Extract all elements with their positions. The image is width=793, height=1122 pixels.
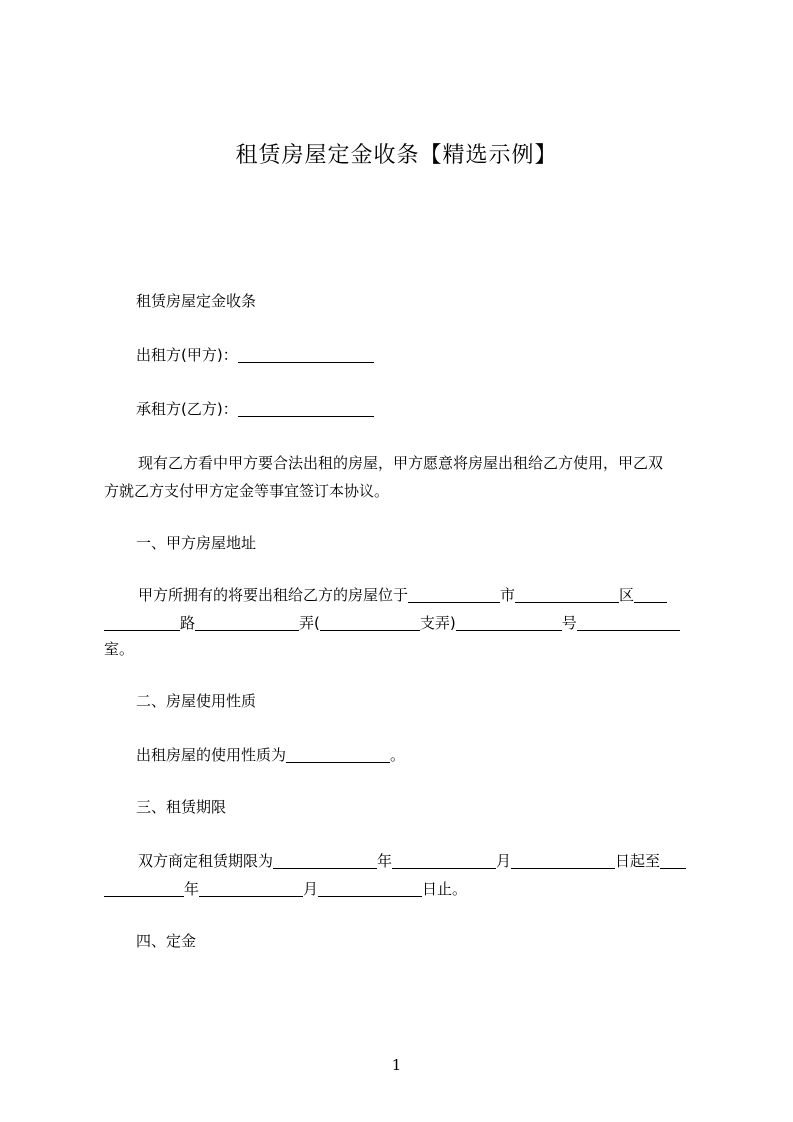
end-month-label: 月	[303, 880, 319, 898]
usage-line	[136, 744, 405, 766]
section-2-title: 二、房屋使用性质	[136, 692, 257, 710]
start-month-label: 月	[496, 852, 512, 870]
end-year-blank-start[interactable]	[660, 852, 686, 869]
road-blank-start[interactable]	[634, 586, 667, 603]
lane-label: 弄(	[299, 614, 320, 632]
district-blank[interactable]	[515, 586, 619, 603]
lessor-blank[interactable]	[238, 346, 374, 363]
end-year-blank[interactable]	[104, 880, 184, 897]
term-text: 双方商定租赁期限为	[138, 852, 274, 870]
lessee-blank[interactable]	[238, 400, 374, 417]
page-number: 1	[391, 1056, 402, 1074]
start-day-blank[interactable]	[511, 852, 615, 869]
end-month-blank[interactable]	[199, 880, 303, 897]
lessor-label: 出租方(甲方)：	[136, 346, 238, 364]
lessee-line	[136, 398, 374, 420]
address-line-3: 室。	[104, 640, 135, 658]
usage-blank[interactable]	[286, 746, 390, 763]
lessor-line	[136, 344, 374, 366]
lane-blank[interactable]	[195, 614, 299, 631]
number-blank[interactable]	[456, 614, 562, 631]
branch-blank[interactable]	[320, 614, 420, 631]
room-blank[interactable]	[577, 614, 680, 631]
district-label: 区	[619, 586, 635, 604]
start-year-blank[interactable]	[273, 852, 377, 869]
document-title: 租赁房屋定金收条【精选示例】	[235, 143, 558, 168]
intro-line-1: 现有乙方看中甲方要合法出租的房屋，甲方愿意将房屋出租给乙方使用，甲乙双	[138, 454, 664, 472]
address-text: 甲方所拥有的将要出租给乙方的房屋位于	[138, 586, 409, 604]
number-label: 号	[561, 614, 577, 632]
road-label: 路	[180, 614, 196, 632]
city-blank[interactable]	[408, 586, 500, 603]
section-4-title: 四、定金	[136, 932, 197, 950]
start-month-blank[interactable]	[392, 852, 496, 869]
city-label: 市	[500, 586, 516, 604]
address-line-2	[104, 612, 680, 634]
start-day-label: 日起至	[615, 852, 661, 870]
intro-line-2: 方就乙方支付甲方定金等事宜签订本协议。	[104, 482, 390, 500]
address-line-1	[138, 584, 667, 606]
section-3-title: 三、租赁期限	[136, 798, 227, 816]
end-day-label: 日止。	[422, 880, 468, 898]
lessee-label: 承租方(乙方)：	[136, 400, 238, 418]
receipt-heading: 租赁房屋定金收条	[136, 292, 257, 310]
end-day-blank[interactable]	[318, 880, 422, 897]
road-blank[interactable]	[104, 614, 180, 631]
start-year-label: 年	[377, 852, 393, 870]
end-year-label: 年	[184, 880, 200, 898]
term-line-2	[104, 878, 467, 900]
usage-suffix: 。	[390, 746, 406, 764]
section-1-title: 一、甲方房屋地址	[136, 534, 257, 552]
term-line-1	[138, 850, 686, 872]
usage-text: 出租房屋的使用性质为	[136, 746, 287, 764]
branch-label: 支弄)	[419, 614, 456, 632]
